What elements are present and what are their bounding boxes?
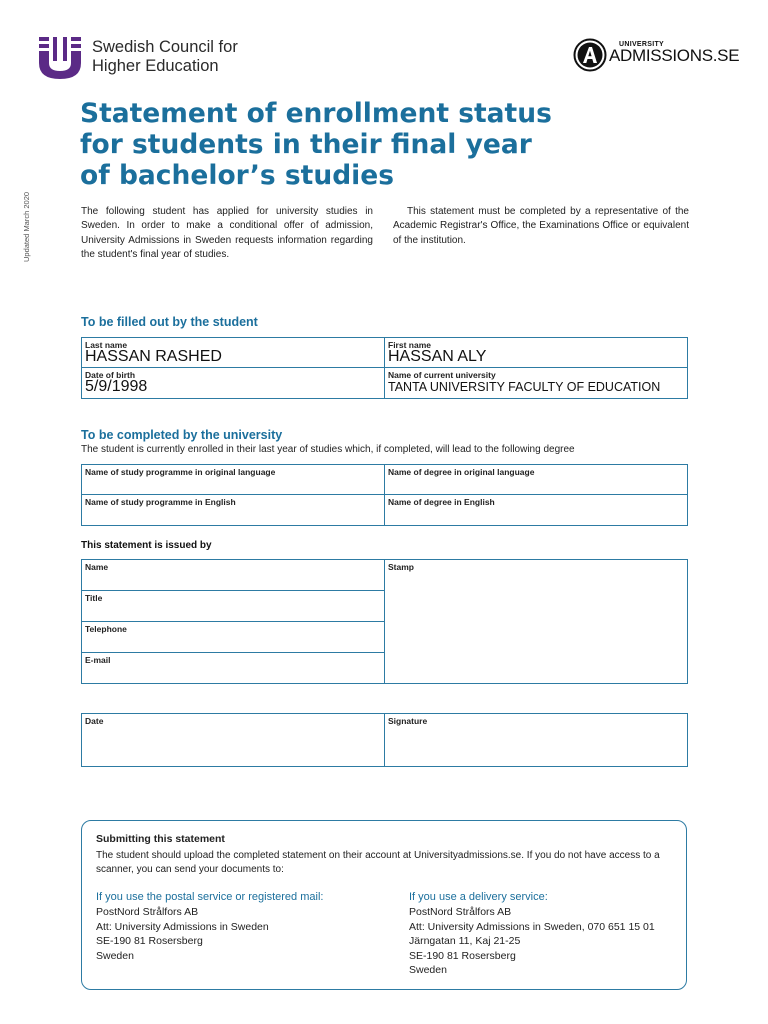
programme-english-label: Name of study programme in English	[85, 497, 236, 507]
date-of-birth-value: 5/9/1998	[85, 378, 148, 395]
submission-title: Submitting this statement	[96, 833, 225, 845]
date-label: Date	[85, 716, 104, 726]
current-university-field[interactable]	[385, 368, 687, 398]
student-info-grid	[81, 337, 688, 399]
council-name-line2: Higher Education	[92, 57, 219, 75]
issuer-email-field[interactable]	[82, 653, 385, 683]
programme-english-field[interactable]	[82, 495, 385, 525]
degree-info-grid	[81, 464, 688, 526]
date-of-birth-field[interactable]	[82, 368, 385, 398]
last-name-field[interactable]	[82, 338, 385, 368]
stamp-label: Stamp	[388, 562, 414, 572]
degree-original-label: Name of degree in original language	[388, 467, 535, 477]
current-university-label: Name of current university	[388, 370, 496, 380]
issuer-title-label: Title	[85, 593, 103, 603]
programme-original-label: Name of study programme in original language	[85, 467, 276, 477]
title-line1: Statement of enrollment status	[80, 98, 552, 129]
university-section-subtext: The student is currently enrolled in their last year of studies which, if completed, will lead to the following degree	[81, 444, 575, 455]
first-name-field[interactable]	[385, 338, 687, 368]
first-name-label: First name	[388, 340, 431, 350]
title-line3: of bachelor’s studies	[80, 160, 395, 191]
issuer-telephone-field[interactable]	[82, 622, 385, 653]
title-line2: for students in their final year	[80, 129, 532, 160]
student-section-heading: To be filled out by the student	[81, 315, 258, 329]
postal-address	[96, 905, 269, 963]
issuer-title-field[interactable]	[82, 591, 385, 622]
issuer-grid	[81, 559, 688, 684]
programme-original-field[interactable]	[82, 465, 385, 495]
last-name-value: HASSAN RASHED	[85, 348, 222, 365]
date-of-birth-label: Date of birth	[85, 370, 136, 380]
submission-text: The student should upload the completed statement on their account at Universityadmissions.se. If you do not have access to a scanner, you can send your documents to:	[96, 850, 660, 875]
delivery-line: Att: University Admissions in Sweden, 070 651 15 01	[409, 920, 655, 933]
university-section-heading: To be completed by the university	[81, 428, 283, 442]
council-name	[92, 38, 238, 76]
delivery-line: Sweden	[409, 964, 447, 977]
delivery-heading: If you use a delivery service:	[409, 891, 548, 903]
issuer-email-label: E-mail	[85, 655, 111, 665]
ua-main-label: ADMISSIONS.SE	[609, 46, 740, 65]
ua-small-label: UNIVERSITY	[619, 41, 665, 48]
council-name-line1: Swedish Council for	[92, 38, 238, 56]
current-university-value: TANTA UNIVERSITY FACULTY OF EDUCATION	[388, 380, 661, 394]
stamp-field[interactable]	[385, 560, 687, 683]
date-signature-grid	[81, 713, 688, 767]
page-title	[80, 98, 552, 191]
issuer-telephone-label: Telephone	[85, 624, 127, 634]
last-name-label: Last name	[85, 340, 128, 350]
signature-label: Signature	[388, 716, 428, 726]
date-field[interactable]	[82, 714, 385, 766]
delivery-line: PostNord Strålfors AB	[409, 906, 512, 918]
issued-by-heading: This statement is issued by	[81, 540, 212, 551]
postal-line: SE-190 81 Rosersberg	[96, 935, 203, 948]
degree-english-label: Name of degree in English	[388, 497, 495, 507]
intro-left-paragraph: The following student has applied for university studies in Sweden. In order to make a conditional offer of admission, University Admissions in Sweden requests information regarding the student's final year of studies.	[81, 206, 373, 261]
signature-field[interactable]	[385, 714, 687, 766]
degree-original-field[interactable]	[385, 465, 687, 495]
postal-heading: If you use the postal service or registered mail:	[96, 891, 324, 903]
delivery-line: SE-190 81 Rosersberg	[409, 949, 516, 962]
postal-line: PostNord Strålfors AB	[96, 906, 199, 918]
postal-line: Sweden	[96, 949, 134, 962]
issuer-name-field[interactable]	[82, 560, 385, 591]
delivery-line: Järngatan 11, Kaj 21-25	[409, 935, 521, 948]
swedish-council-logo-icon	[35, 33, 85, 81]
updated-note: Updated March 2020	[22, 191, 31, 262]
issuer-name-label: Name	[85, 562, 109, 572]
postal-line: Att: University Admissions in Sweden	[96, 920, 269, 933]
intro-right-paragraph: This statement must be completed by a representative of the Academic Registrar's Office, the Examinations Office or equivalent of the institution.	[393, 206, 689, 246]
university-admissions-logo-icon	[573, 38, 607, 72]
first-name-value: HASSAN ALY	[388, 348, 487, 365]
degree-english-field[interactable]	[385, 495, 687, 525]
delivery-address	[409, 905, 655, 978]
